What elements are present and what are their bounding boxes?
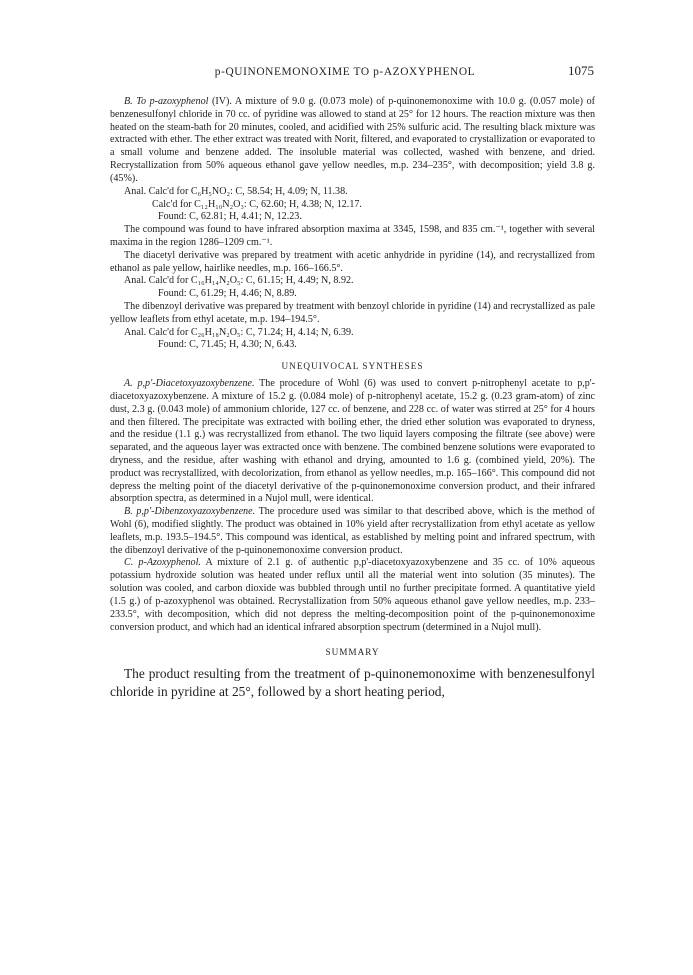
paragraph-synthesis-b bbox=[110, 506, 595, 557]
analysis-found-line: Found: C, 61.29; H, 4.46; N, 8.89. bbox=[158, 288, 297, 300]
part-b-text: (IV). A mixture of 9.0 g. (0.073 mole) of p-quinonemonoxime with 10.0 g. (0.057 mole) of benzenesulfonyl chloride in 70 cc. of pyridine was allowed to stand at 25° for 12 hours. The reaction mixture was then heated on the steam-bath for 20 minutes, cooled, and acidified with 25% sulfuric acid. The resulting black mixture was extracted with ether. The ether extract was treated with Norit, filtered, and evaporated to crystallization or evaporated to a small volume and benzene added. The insoluble material was collected, washed with benzene, and dried. Recrystallization from 50% aqueous ethanol gave yellow needles, m.p. 234–235°, with decomposition; yield 3.8 g. (45%). bbox=[110, 96, 595, 184]
synthesis-a-text: The procedure of Wohl (6) was used to convert p-nitrophenyl acetate to p,p'-diacetoxyazoxybenzene. A mixture of 15.2 g. (0.084 mole) of p-nitrophenyl acetate, 15.2 g. (0.23 gram-atom) of zinc dust, 2.3 g. (0.043 mole) of ammonium chloride, 127 cc. of benzene, and 228 cc. of water was stirred at 25° for 4 hours and then filtered. The precipitate was extracted with boiling ether, the dried ether solution was evaporated to dryness, and the residue (1.1 g.) was recrystallized from ethanol. The two liquid layers composing the filtrate (see above) were separated, and the aqueous layer was extracted once with benzene. The combined benzene solutions were evaporated to dryness, and the residue, after washing with ethanol and drying, amounted to 1.6 g. (combined yield, 20%). The product was recrystallized, with decolorization, from ethanol as yellow needles, m.p. 165–166°. This compound did not depress the melting point of the diacetyl derivative of the p-quinonemonoxime conversion product, and their infrared absorption spectra, as determined in a Nujol mull, were identical. bbox=[110, 378, 595, 505]
analysis-found-line: Found: C, 62.81; H, 4.41; N, 12.23. bbox=[158, 211, 302, 223]
paragraph-summary: The product resulting from the treatment of p-quinonemonoxime with benzenesulfonyl chloride in pyridine at 25°, followed by a short heating period, bbox=[110, 666, 595, 699]
paragraph-part-b bbox=[110, 96, 595, 186]
analysis-found-line: Found: C, 71.45; H, 4.30; N, 6.43. bbox=[158, 339, 297, 351]
running-head: p-QUINONEMONOXIME TO p-AZOXYPHENOL bbox=[214, 66, 476, 78]
analysis-line: Anal. Calc'd for C₆H₅NO₂: C, 58.54; H, 4.09; N, 11.38. bbox=[124, 185, 348, 197]
article-body bbox=[110, 96, 595, 700]
analysis-line: Calc'd for C₁₂H₁₀N₂O₃: C, 62.60; H, 4.38; N, 12.17. bbox=[152, 198, 362, 210]
paragraph-diacetyl: The diacetyl derivative was prepared by treatment with acetic anhydride in pyridine (14), and recrystallized from ethanol as pale yellow, hairlike needles, m.p. 166–166.5°. bbox=[110, 249, 595, 274]
paragraph-infrared: The compound was found to have infrared absorption maxima at 3345, 1598, and 835 cm.⁻¹, together with several maxima in the region 1286–1209 cm.⁻¹. bbox=[110, 224, 595, 248]
analysis-line: Anal. Calc'd for C₂₆H₁₈N₂O₅: C, 71.24; H, 4.14; N, 6.39. bbox=[124, 326, 354, 338]
page-number: 1075 bbox=[568, 63, 594, 78]
paragraph-synthesis-a bbox=[110, 378, 595, 506]
paragraph-dibenzoyl: The dibenzoyl derivative was prepared by treatment with benzoyl chloride in pyridine (14) and recrystallized as pale yellow leaflets from ethyl acetate, m.p. 194–194.5°. bbox=[110, 301, 595, 325]
synthesis-c-text: A mixture of 2.1 g. of authentic p,p'-diacetoxyazoxybenzene and 35 cc. of 10% aqueous potassium hydroxide solution was heated under reflux until all the material went into solution (35 minutes). The solution was cooled, and carbon dioxide was bubbled through until no further precipitate formed. A quantitative yield (1.5 g.) of p-azoxyphenol was obtained. Recrystallization from 50% aqueous ethanol gave yellow needles, m.p. 233–233.5°, with decomposition, which did not depress the melting-decomposition point of the p-quinonemonoxime conversion product, and which had an identical infrared absorption spectrum (determined in a Nujol mull). bbox=[110, 557, 595, 633]
part-b-label: B. To p-azoxyphenol bbox=[124, 96, 209, 107]
synthesis-b-text: The procedure used was similar to that described above, which is the method of Wohl (6), modified slightly. The product was obtained in 10% yield after recrystallization from ethyl acetate as yellow leaflets, m.p. 193.5–194.5°. This compound was identical, as established by melting point and infrared spectrum, with the dibenzoyl derivative of the p-quinonemonoxime conversion product. bbox=[110, 506, 596, 556]
section-heading-unequivocal: UNEQUIVOCAL SYNTHESES bbox=[281, 361, 424, 372]
synthesis-c-label: C. p-Azoxyphenol. bbox=[124, 557, 201, 569]
section-heading-summary: SUMMARY bbox=[325, 647, 380, 658]
paragraph-synthesis-c bbox=[110, 557, 595, 634]
synthesis-b-label: B. p,p'-Dibenzoxyazoxybenzene. bbox=[124, 506, 256, 518]
synthesis-a-label: A. p,p'-Diacetoxyazoxybenzene. bbox=[124, 378, 255, 390]
analysis-line: Anal. Calc'd for C₁₆H₁₄N₂O₅: C, 61.15; H, 4.49; N, 8.92. bbox=[124, 275, 354, 287]
